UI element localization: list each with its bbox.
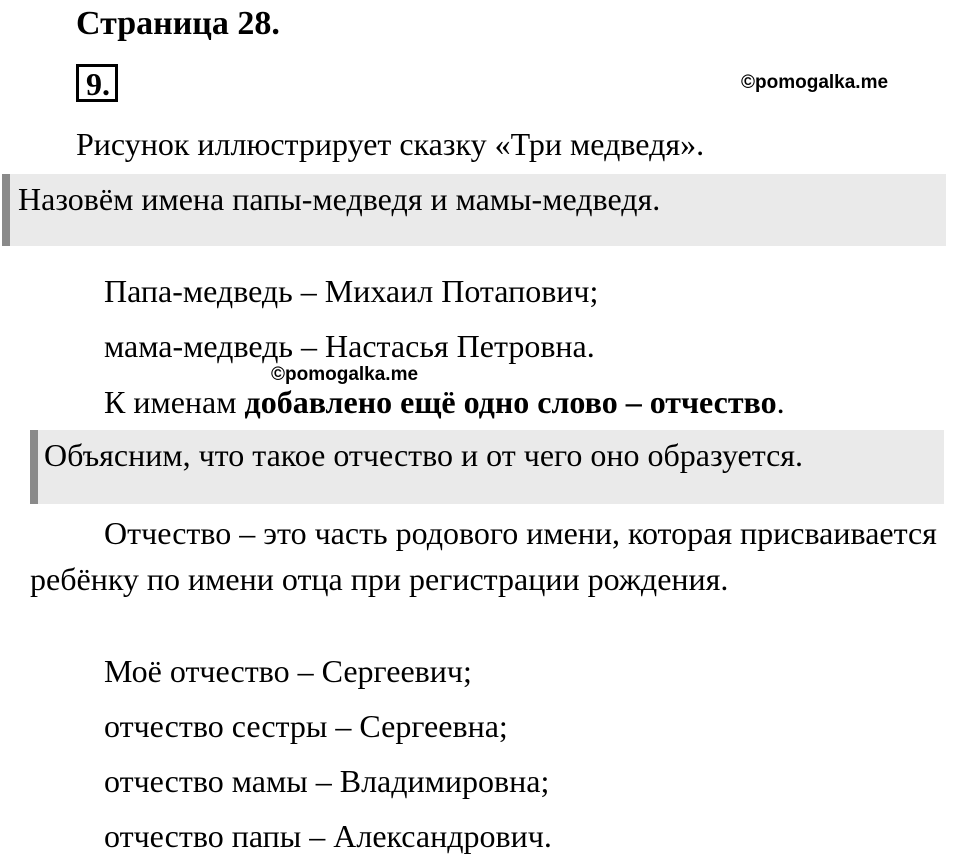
question-block-1	[2, 174, 946, 246]
watermark-inline: ©pomogalka.me	[271, 364, 419, 385]
page-title: Страница 28.	[76, 5, 280, 42]
patronymic-sister: отчество сестры – Сергеевна;	[104, 708, 508, 744]
question-block-2	[30, 430, 944, 504]
patronymic-father: отчество папы – Александрович.	[104, 818, 552, 854]
intro-text: Рисунок иллюстрирует сказку «Три медведя».	[76, 126, 705, 162]
definition-text: Отчество – это часть родового имени, которая присваивается ребёнку по имени отца при регистрации рождения.	[30, 515, 937, 597]
task-number-box	[76, 64, 118, 102]
answer-note-prefix: К именам	[104, 384, 245, 420]
answer-note-suffix: .	[776, 384, 785, 420]
question-1-text: Назовём имена папы-медведя и мамы-медведя.	[18, 181, 661, 217]
answer-line-papa: Папа-медведь – Михаил Потапович;	[104, 273, 599, 309]
answer-line-mama: мама-медведь – Настасья Петровна.	[104, 328, 595, 364]
question-stripe	[2, 174, 10, 246]
question-2-text: Объясним, что такое отчество и от чего оно образуется.	[44, 437, 804, 473]
watermark: ©pomogalka.me	[741, 72, 889, 93]
patronymic-mine: Моё отчество – Сергеевич;	[104, 653, 472, 689]
answer-note-bold: добавлено ещё одно слово – отчество	[244, 384, 777, 420]
patronymic-mother: отчество мамы – Владимировна;	[104, 763, 550, 799]
question-stripe	[30, 430, 38, 504]
answer-note	[104, 383, 785, 421]
task-number: 9.	[86, 66, 110, 102]
